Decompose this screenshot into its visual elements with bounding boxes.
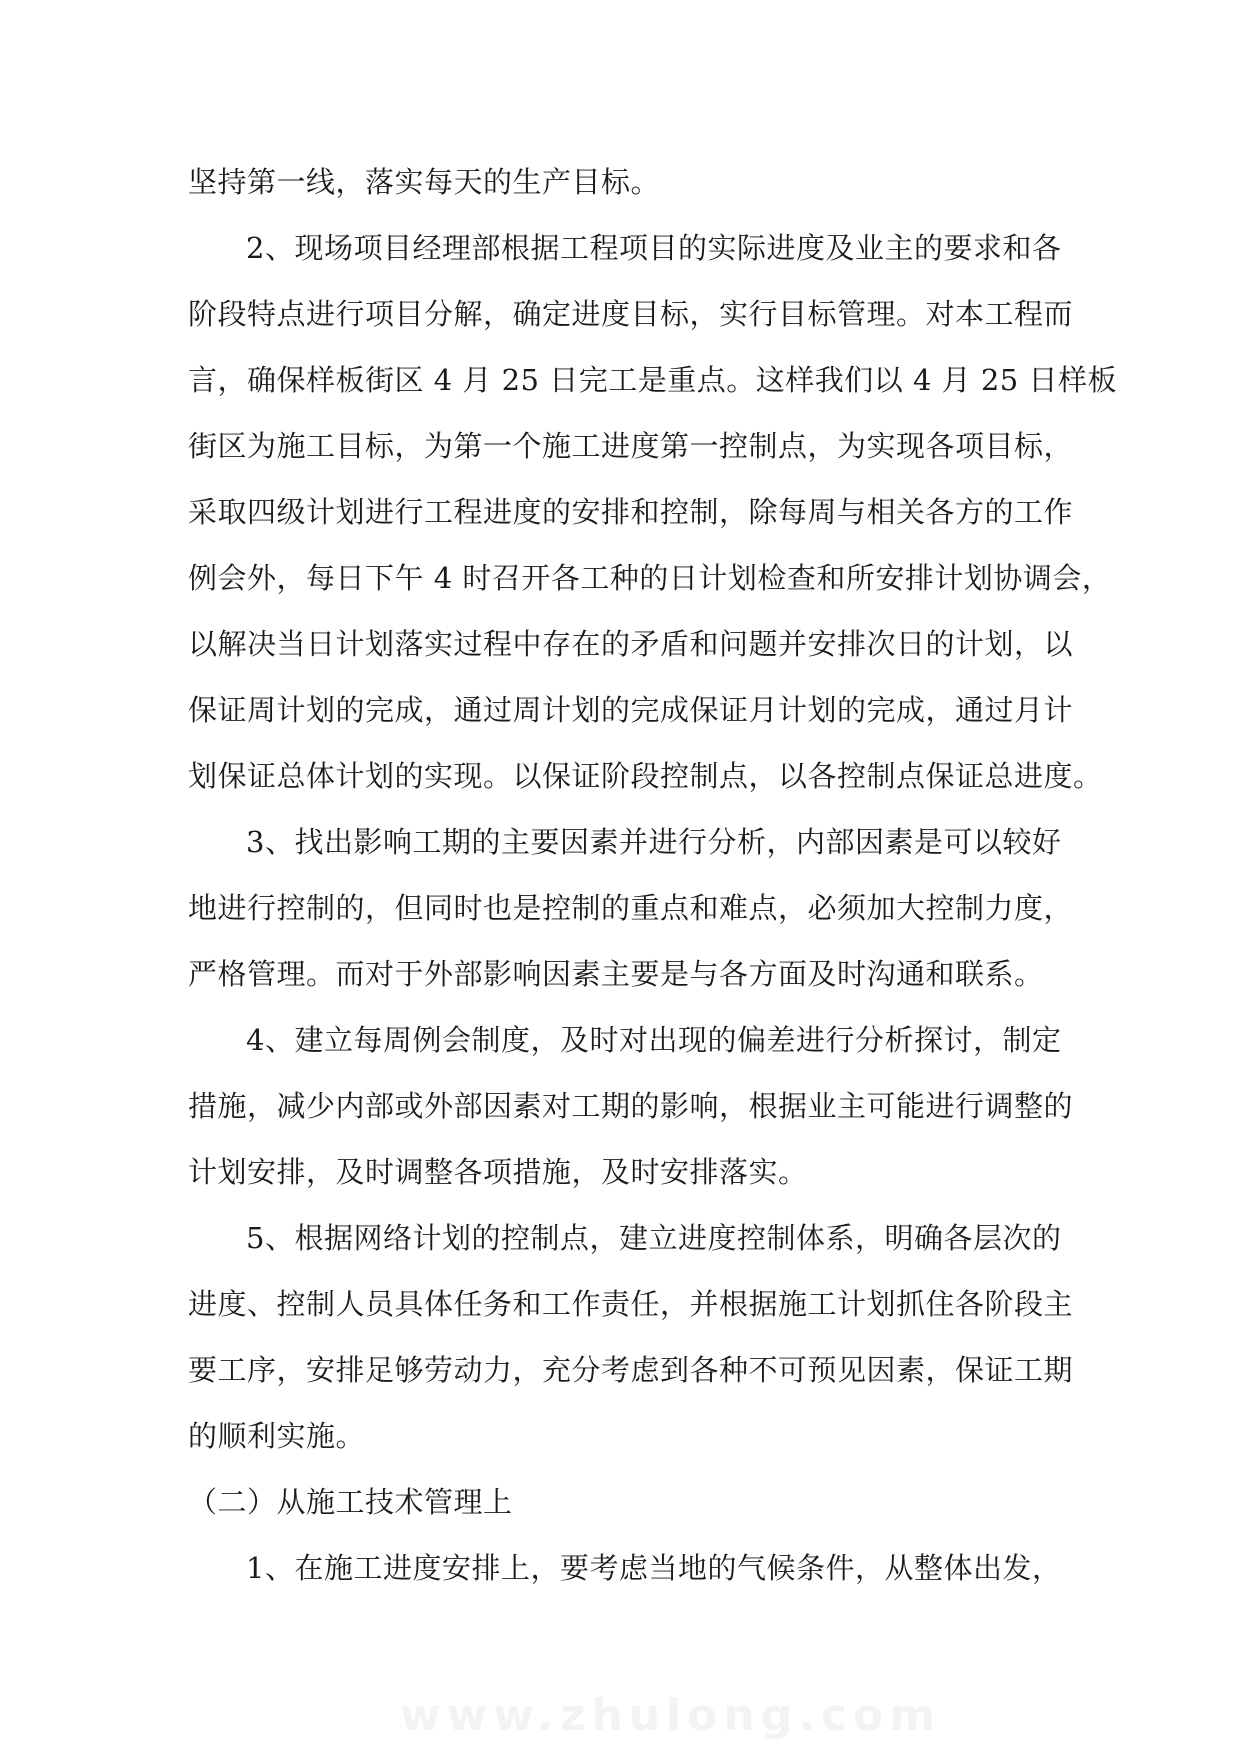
paragraph-3-line-2: 地进行控制的，但同时也是控制的重点和难点，必须加大控制力度， [188, 891, 1074, 925]
paragraph-4-line-1: 4、建立每周例会制度，及时对出现的偏差进行分析探讨，制定 [246, 1023, 1062, 1057]
paragraph-2-line-4: 街区为施工目标，为第一个施工进度第一控制点，为实现各项目标， [188, 429, 1074, 463]
paragraph-2-line-7: 以解决当日计划落实过程中存在的矛盾和问题并安排次日的计划，以 [188, 627, 1074, 661]
paragraph-5-line-4: 的顺利实施。 [188, 1419, 366, 1453]
paragraph-2-line-6: 例会外，每日下午 4 时召开各工种的日计划检查和所安排计划协调会， [188, 561, 1112, 595]
paragraph-4-line-2: 措施，减少内部或外部因素对工期的影响，根据业主可能进行调整的 [188, 1089, 1074, 1123]
paragraph-3-line-1: 3、找出影响工期的主要因素并进行分析，内部因素是可以较好 [246, 825, 1062, 859]
paragraph-2-line-3: 言，确保样板街区 4 月 25 日完工是重点。这样我们以 4 月 25 日样板 [188, 363, 1117, 397]
paragraph-2-line-8: 保证周计划的完成，通过周计划的完成保证月计划的完成，通过月计 [188, 693, 1074, 727]
paragraph-5-line-3: 要工序，安排足够劳动力，充分考虑到各种不可预见因素，保证工期 [188, 1353, 1074, 1387]
paragraph-3-line-3: 严格管理。而对于外部影响因素主要是与各方面及时沟通和联系。 [188, 957, 1044, 991]
paragraph-6-line-1: 1、在施工进度安排上，要考虑当地的气候条件，从整体出发， [246, 1551, 1062, 1585]
paragraph-5-line-1: 5、根据网络计划的控制点，建立进度控制体系，明确各层次的 [246, 1221, 1062, 1255]
watermark: www.zhulong.com [400, 1690, 942, 1740]
paragraph-2-line-1: 2、现场项目经理部根据工程项目的实际进度及业主的要求和各 [246, 231, 1062, 265]
section-heading: （二）从施工技术管理上 [188, 1485, 513, 1519]
paragraph-2-line-9: 划保证总体计划的实现。以保证阶段控制点，以各控制点保证总进度。 [188, 759, 1103, 793]
paragraph-2-line-2: 阶段特点进行项目分解，确定进度目标，实行目标管理。对本工程而 [188, 297, 1074, 331]
paragraph-2-line-5: 采取四级计划进行工程进度的安排和控制，除每周与相关各方的工作 [188, 495, 1074, 529]
text-line-1: 坚持第一线，落实每天的生产目标。 [188, 165, 661, 199]
paragraph-5-line-2: 进度、控制人员具体任务和工作责任，并根据施工计划抓住各阶段主 [188, 1287, 1074, 1321]
paragraph-4-line-3: 计划安排，及时调整各项措施，及时安排落实。 [188, 1155, 808, 1189]
